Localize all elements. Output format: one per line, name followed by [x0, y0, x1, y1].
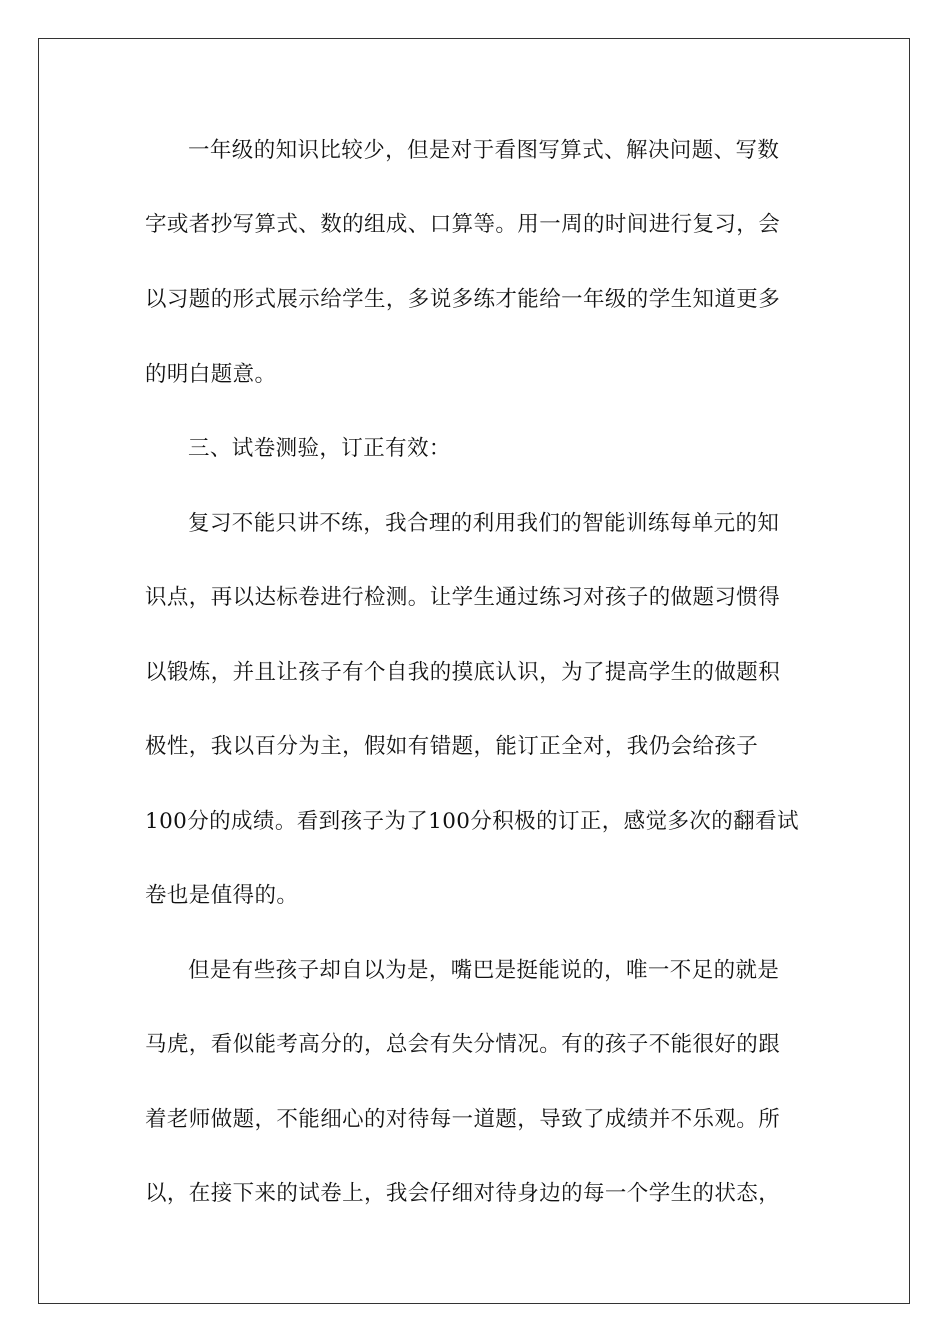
- text-line: 字或者抄写算式、数的组成、口算等。用一周的时间进行复习，会: [145, 212, 781, 237]
- text-line: 以锻炼，并且让孩子有个自我的摸底认识，为了提高学生的做题积: [145, 660, 781, 685]
- text-line: 但是有些孩子却自以为是，嘴巴是挺能说的，唯一不足的就是: [188, 958, 780, 983]
- text-line: 以习题的形式展示给学生，多说多练才能给一年级的学生知道更多: [145, 287, 781, 312]
- text-line: 马虎，看似能考高分的，总会有失分情况。有的孩子不能很好的跟: [145, 1032, 781, 1057]
- text-line: 一年级的知识比较少，但是对于看图写算式、解决问题、写数: [188, 138, 780, 163]
- text-line: 极性，我以百分为主，假如有错题，能订正全对，我仍会给孩子: [145, 734, 759, 759]
- text-line: 识点，再以达标卷进行检测。让学生通过练习对孩子的做题习惯得: [145, 585, 781, 610]
- section-heading: 三、试卷测验，订正有效：: [188, 436, 451, 461]
- text-line: 以，在接下来的试卷上，我会仔细对待身边的每一个学生的状态，: [145, 1181, 781, 1206]
- text-line: 卷也是值得的。: [145, 883, 299, 908]
- text-line: 100分的成绩。看到孩子为了100分积极的订正，感觉多次的翻看试: [145, 809, 799, 834]
- text-line: 复习不能只讲不练，我合理的利用我们的智能训练每单元的知: [188, 511, 780, 536]
- text-line: 着老师做题，不能细心的对待每一道题，导致了成绩并不乐观。所: [145, 1107, 781, 1132]
- text-line: 的明白题意。: [145, 362, 277, 387]
